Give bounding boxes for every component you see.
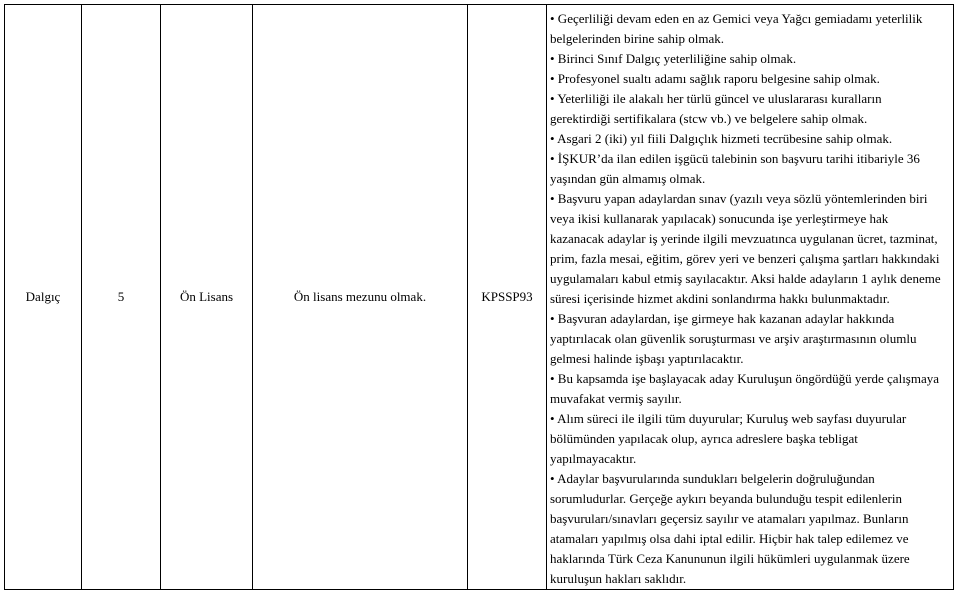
requirement-line: kuruluşun hakları saklıdır. bbox=[550, 571, 687, 586]
requirement-line: • Birinci Sınıf Dalgıç yeterliliğine sahip olmak. bbox=[550, 51, 797, 66]
requirement-line: • Profesyonel sualtı adamı sağlık raporu belgesine sahip olmak. bbox=[550, 71, 880, 86]
requirement-line: muvafakat vermiş sayılır. bbox=[550, 391, 682, 406]
requirement-line: uygulamaları kabul etmiş sayılacaktır. Aksi halde adayların 1 aylık deneme bbox=[550, 271, 941, 286]
requirement-line: atamaları yapılmış olsa dahi iptal edilir. Hiçbir hak talep edilemez ve bbox=[550, 531, 909, 546]
requirement-line: • Başvuru yapan adaylardan sınav (yazılı veya sözlü yöntemlerinden biri bbox=[550, 191, 928, 206]
education-requirement-cell: Ön lisans mezunu olmak. bbox=[253, 5, 468, 590]
requirement-line: gelmesi halinde işbaşı yaptırılacaktır. bbox=[550, 351, 744, 366]
requirement-line: haklarında Türk Ceza Kanununun ilgili hükümleri uygulanmak üzere bbox=[550, 551, 910, 566]
count-cell: 5 bbox=[82, 5, 161, 590]
position-cell: Dalgıç bbox=[5, 5, 82, 590]
requirement-line: • Başvuran adaylardan, işe girmeye hak kazanan adaylar hakkında bbox=[550, 311, 895, 326]
requirement-line: sorumludurlar. Gerçeğe aykırı beyanda bulunduğu tespit edilenlerin bbox=[550, 491, 902, 506]
requirement-line: • İŞKUR’da ilan edilen işgücü talebinin son başvuru tarihi itibariyle 36 bbox=[550, 151, 920, 166]
kpss-code-cell: KPSSP93 bbox=[468, 5, 547, 590]
requirement-line: gerektirdiği sertifikalara (stcw vb.) ve belgelere sahip olmak. bbox=[550, 111, 868, 126]
requirement-line: yaşından gün almamış olmak. bbox=[550, 171, 706, 186]
requirements-cell bbox=[547, 5, 954, 590]
requirement-line: prim, fazla mesai, eğitim, görev yeri ve benzeri çalışma şartları hakkındaki bbox=[550, 251, 940, 266]
requirement-line: • Bu kapsamda işe başlayacak aday Kuruluşun öngördüğü yerde çalışmaya bbox=[550, 371, 940, 386]
requirement-line: • Asgari 2 (iki) yıl fiili Dalgıçlık hizmeti tecrübesine sahip olmak. bbox=[550, 131, 893, 146]
requirement-line: belgelerinden birine sahip olmak. bbox=[550, 31, 725, 46]
requirement-line: yapılmayacaktır. bbox=[550, 451, 637, 466]
table-row bbox=[5, 5, 954, 590]
requirements-list bbox=[550, 9, 951, 589]
requirement-line: • Geçerliliği devam eden en az Gemici veya Yağcı gemiadamı yeterlilik bbox=[550, 11, 923, 26]
requirement-line: kazanacak adaylar iş yerinde ilgili mevzuatınca uygulanan ücret, tazminat, bbox=[550, 231, 938, 246]
requirement-line: başvuruları/sınavları geçersiz sayılır ve atamaları yapılmaz. Bunların bbox=[550, 511, 909, 526]
education-level-cell: Ön Lisans bbox=[161, 5, 253, 590]
requirement-line: süresi içerisinde hizmet akdini sonlandırma hakkı bulunmaktadır. bbox=[550, 291, 890, 306]
requirement-line: yaptırılacak olan güvenlik soruşturması ve arşiv araştırmasının olumlu bbox=[550, 331, 917, 346]
requirement-line: veya ikisi kullanarak yapılacak) sonucunda işe yerleştirmeye hak bbox=[550, 211, 889, 226]
requirement-line: • Alım süreci ile ilgili tüm duyurular; Kuruluş web sayfası duyurular bbox=[550, 411, 907, 426]
requirement-line: bölümünden yapılacak olup, ayrıca adreslere başka tebligat bbox=[550, 431, 858, 446]
requirement-line: • Adaylar başvurularında sundukları belgelerin doğruluğundan bbox=[550, 471, 875, 486]
requirement-line: • Yeterliliği ile alakalı her türlü güncel ve uluslararası kuralların bbox=[550, 91, 882, 106]
job-listing-table bbox=[4, 4, 954, 590]
